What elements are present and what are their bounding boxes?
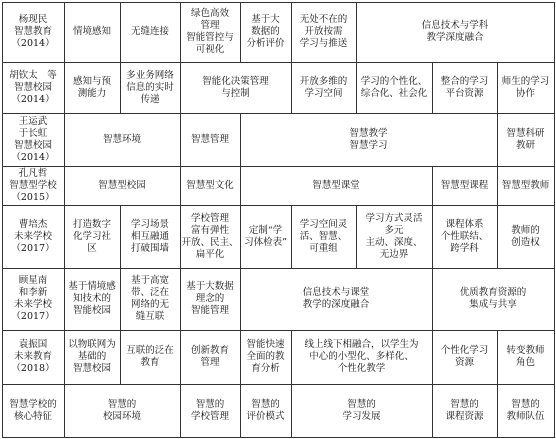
table-cell-r6-c6: 优质教育资源的 集成与共享 [459, 287, 527, 310]
table-cell-r8-c1: 智慧学校的 核心特征 [9, 398, 57, 422]
table-cell-r2-c1: 胡钦太 等 智慧校园 （2014） [9, 69, 57, 105]
table-cell-r1-c4: 绿色高效 管理 智能管控与 可视化 [186, 8, 234, 55]
table-cell-r6-c3: 基于高宽 带、泛在 网络的无 缝互联 [130, 275, 169, 322]
table-cell-r6-c5: 信息技术与课堂 教学的深度融合 [302, 287, 370, 310]
table-cell-r1-c7: 信息技术与学科 教学深度融合 [421, 20, 489, 43]
table-cell-r2-c2: 感知与预 测能力 [72, 75, 111, 99]
table-cell-r8-c5: 智慧的 学习发展 [342, 398, 381, 422]
table-cell-r8-c6: 智慧的 课程资源 [445, 398, 484, 422]
table-cell-r2-c8: 师生的学习 协作 [501, 75, 550, 99]
table-cell-r1-c5: 基于大 数据的 分析评价 [246, 14, 285, 49]
table-cell-r7-c7: 个性化学习 资源 [440, 345, 489, 368]
table-cell-r8-c7: 智慧的 教师队伍 [506, 398, 545, 422]
table-cell-r4-c2: 智慧型校园 [98, 179, 146, 191]
table-cell-r7-c1: 袁振国 未来教育 （2018） [11, 339, 55, 374]
table-cell-r7-c2: 以物联网为 基础的 智慧校园 [68, 339, 116, 374]
table-cell-r5-c5: 定制“学 习体检表” [244, 224, 287, 248]
table-cell-r1-c3: 无缝连接 [130, 26, 169, 37]
table-cell-r5-c8: 课程体系 个性联结、 跨学科 [440, 218, 489, 254]
table-cell-r5-c2: 打造数字 化学习社 区 [72, 218, 111, 254]
table-cell-r3-c3: 智慧管理 [190, 133, 229, 145]
table-cell-r4-c6: 智慧型教师 [501, 179, 550, 191]
table-cell-r6-c2: 基于情境感 知技术的 智能校园 [68, 281, 116, 316]
table-cell-r4-c3: 智慧型文化 [186, 179, 234, 191]
table-cell-r6-c4: 基于大数据 理念的 智能管理 [186, 281, 234, 316]
table-cell-r6-c1: 顾星南 和李新 未来学校 （2017） [11, 275, 55, 322]
table-cell-r7-c3: 互联的泛在 教育 [126, 345, 174, 368]
table-cell-r1-c1: 杨现民 智慧教育 （2014） [11, 14, 55, 49]
table-cell-r5-c9: 教师的 创造权 [511, 224, 540, 248]
table-cell-r2-c5: 开放多维的 学习空间 [299, 75, 348, 99]
table-cell-r5-c4: 学校管理 富有弹性 开放、民主、 扁平化 [181, 212, 239, 260]
table-cell-r8-c2: 智慧的 校园环境 [102, 398, 141, 422]
table-cell-r8-c3: 智慧的 学校管理 [190, 398, 229, 422]
table-cell-r3-c1: 王运武 于长虹 智慧校园 （2014） [11, 115, 55, 163]
table-cell-r7-c6: 线上线下相融合，以学生为 中心的小型化、多样化、 个性化教学 [304, 339, 419, 374]
table-cell-r4-c1: 孔凡哲 智慧型学校 （2015） [9, 167, 57, 203]
table-cell-r3-c4: 智慧教学 智慧学习 [349, 127, 388, 151]
table-cell-r1-c6: 无处不在的 开放按需 学习与推送 [299, 14, 348, 49]
table-cell-r5-c6: 学习空间灵 活、智慧、 可重组 [299, 218, 348, 254]
table-cell-r7-c8: 转变教师 角色 [506, 345, 545, 368]
table-cell-r7-c5: 智能快速 全面的教 育分析 [246, 339, 285, 374]
table-cell-r5-c7: 学习方式灵活 多元 主动、深度、 无边界 [365, 212, 423, 260]
table-cell-r8-c4: 智慧的 评价模式 [246, 398, 285, 422]
table-cell-r2-c4: 智能化决策管理 与控制 [202, 75, 269, 99]
table-cell-r4-c4: 智慧型课堂 [312, 179, 360, 191]
table-cell-r5-c1: 曹培杰 未来学校 （2017） [11, 218, 55, 254]
table-cell-r2-c7: 整合的学习 平台资源 [440, 75, 489, 99]
table-cell-r1-c2: 情境感知 [72, 26, 111, 37]
table-cell-r5-c3: 学习场景 相互融通 打破围墙 [130, 218, 169, 254]
table-cell-r2-c3: 多业务网络 信息的实时 传递 [126, 69, 174, 105]
table-cell-r7-c4: 创新教育 管理 [190, 345, 229, 368]
table-cell-r4-c5: 智慧型课程 [440, 179, 489, 191]
table-cell-r3-c5: 智慧科研 教研 [506, 127, 545, 151]
table-cell-r3-c2: 智慧环境 [102, 133, 141, 145]
table-cell-r2-c6: 学习的个性化、 综合化、社会化 [360, 75, 428, 99]
